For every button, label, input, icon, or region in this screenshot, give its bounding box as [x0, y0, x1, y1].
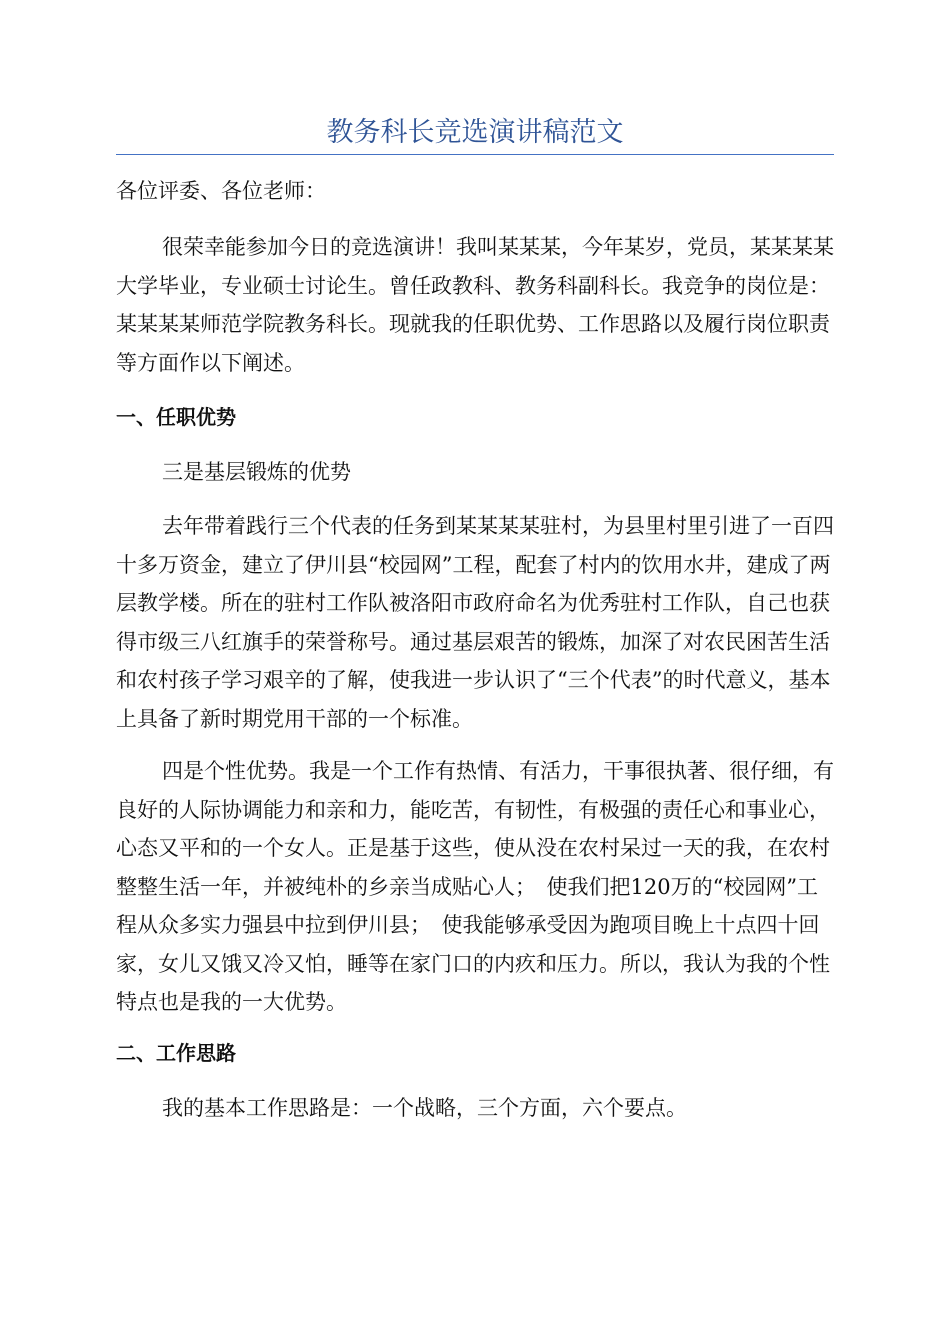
greeting: 各位评委、各位老师： [116, 179, 326, 203]
title-underline [116, 154, 834, 155]
document-page [116, 0, 834, 1344]
document-title: 教务科长竞选演讲稿范文 [326, 117, 624, 148]
personality-paragraph: 四是个性优势。我是一个工作有热情、有活力，干事很执著、很仔细，有良好的人际协调能力和亲和力，能吃苦，有韧性，有极强的责任心和事业心，心态又平和的一个女人。正是基于这些，使从没在农村呆过一天的我，在农村整整生活一年，并被纯朴的乡亲当成贴心人； 使我们把120万的“校园网”工程从众多实力强县中拉到伊川县； 使我能够承受因为跑项目晚上十点四十回家，女儿又饿又冷又怕，睡等在家门口的内疚和压力。所以，我认为我的个性特点也是我的一大优势。 [116, 759, 834, 1014]
work-ideas-paragraph: 我的基本工作思路是：一个战略，三个方面，六个要点。 [162, 1096, 687, 1120]
intro-paragraph: 很荣幸能参加今日的竞选演讲！我叫某某某，今年某岁，党员，某某某某大学毕业，专业硕士讨论生。曾任政教科、教务科副科长。我竞争的岗位是：某某某某师范学院教务科长。现就我的任职优势、工作思路以及履行岗位职责等方面作以下阐述。 [116, 235, 834, 375]
section-heading-advantages: 一、任职优势 [116, 405, 236, 429]
subsection-title-grassroots: 三是基层锻炼的优势 [162, 460, 351, 484]
grassroots-paragraph: 去年带着践行三个代表的任务到某某某某驻村，为县里村里引进了一百四十多万资金，建立了伊川县“校园网”工程，配套了村内的饮用水井，建成了两层教学楼。所在的驻村工作队被洛阳市政府命名为优秀驻村工作队，自己也获得市级三八红旗手的荣誉称号。通过基层艰苦的锻炼，加深了对农民困苦生活和农村孩子学习艰辛的了解，使我进一步认识了“三个代表”的时代意义，基本上具备了新时期党用干部的一个标准。 [116, 514, 834, 731]
section-heading-work-ideas: 二、工作思路 [116, 1041, 236, 1065]
